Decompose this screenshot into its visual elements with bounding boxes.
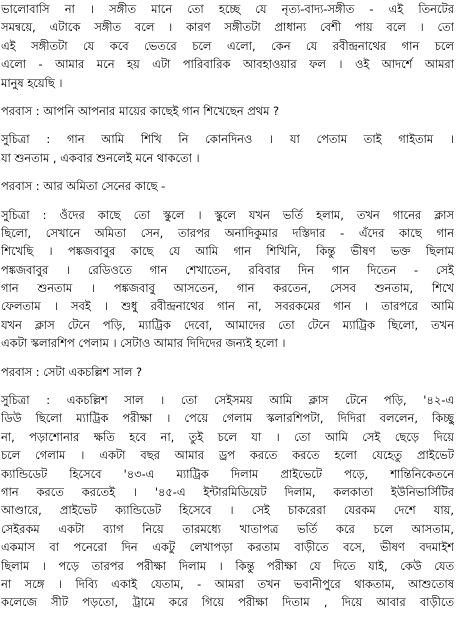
text-line: ছিলাম । পড়ে তারপর পরীক্ষা দিলাম । কিন্তু পরীক্ষা যে দিতে যাই, কেউ যেত bbox=[1, 558, 454, 573]
text-line: মানুষ হয়েছি । bbox=[1, 75, 63, 90]
text-line: পঙ্কজবাবুর । রেডিওতে গান শেখাতেন, রবিবার দিন গান দিতেন - সেই bbox=[1, 262, 454, 277]
text-line: শিখেছি । পঙ্কজবাবুর কাছে যে আমি গান শিখিনি, কিন্তু ভীষণ ভক্ত ছিলাম bbox=[1, 244, 454, 259]
text-line: এই সঙ্গীতটা যে কবে ভেতরে চলে এলো, কেন যে রবীন্দ্রনাথের গান চলে bbox=[1, 38, 454, 53]
text-line: গান শুনতাম । পঙ্কজবাবু আসতেন, গান করতেন, সেসব শুনতাম, শিখে bbox=[1, 281, 454, 296]
paragraph-gap bbox=[1, 167, 454, 177]
text-line: যখন ক্লাস টেনে পড়ি, ম্যাট্রিক দেবো, আমাদের তো টেনে ম্যাট্রিক ছিলো, তখন bbox=[1, 317, 454, 332]
paragraph bbox=[1, 0, 454, 92]
text-line: যা শুনতাম , একবার শুনলেই মনে থাকতো । bbox=[1, 150, 200, 165]
text-line: পরবাস : সেটা একচল্লিশ সাল ? bbox=[1, 364, 143, 379]
text-line: না, পড়াশোনার ক্ষতি হবে না, তুই চলে যা । তো আমি সেই ছেড়ে দিয়ে bbox=[1, 429, 454, 444]
text-line: চলে গেলাম । একটা বছর আমার ড্রপ করতে করতে হলো যেহেতু প্রাইভেট bbox=[1, 448, 454, 463]
interviewer-question bbox=[1, 363, 454, 381]
interviewee-answer bbox=[1, 391, 454, 612]
text-line: সমন্বয়ে, এটাকে সঙ্গীত বলে । কারণ সঙ্গীতটা প্রাধান্য বেশী পায় বলে । তো bbox=[1, 20, 454, 35]
text-line: একটা স্কলারশিপ পেলাম । সেটাও আমার দিদিদের জন্যই হলো । bbox=[1, 336, 286, 351]
text-line: পরবাস : আর অমিতা সেনের কাছে - bbox=[1, 179, 166, 194]
text-line: ডিউ ছিলো ম্যাট্রিক পরীক্ষা । পেয়ে গেলাম স্কলারশিপটা, দিদিরা বললেন, কিচ্ছু bbox=[1, 411, 454, 426]
text-line: গান করতে করতেই । '৪৫-এ ইন্টারমিডিয়েট দিলাম, কলকাতা ইউনিভার্সিটির bbox=[1, 484, 454, 499]
paragraph-gap bbox=[1, 353, 454, 363]
text-line: একমাস বা পনেরো দিন একটু লেখাপড়া করতাম বাড়ীতে বসে, ভীষণ বদমাইশ bbox=[1, 540, 454, 555]
paragraph-gap bbox=[1, 196, 454, 206]
text-line: সুচিত্রা : গান আমি শিখি নি কোনদিনও । যা পেতাম তাই গাইতাম । bbox=[1, 132, 454, 147]
text-line: পরবাস : আপনি আপনার মায়ের কাছেই গান শিখেছেন প্রথম ? bbox=[1, 103, 280, 118]
text-line: ভালোবাসি না । সঙ্গীত মানে তো হচ্ছে যে নৃত্য-বাদ্য-সঙ্গীত - এই তিনটের bbox=[1, 2, 454, 16]
interviewer-question bbox=[1, 177, 454, 195]
text-line: আণ্ডারে, প্রাইভেট ক্যান্ডিডেট হিসেবে । সেই চাকরেরা যেরকম দেশে যায়, bbox=[1, 503, 454, 518]
text-line: সুচিত্রা : ওঁদের কাছে তো স্কুলে । স্কুলে যখন ভর্তি হলাম, তখন গানের ক্লাস bbox=[1, 207, 454, 222]
text-line: সুচিত্রা : একচল্লিশ সাল । তো সেইসময় আমি ক্লাস টেনে পড়ি, '৪২-এ bbox=[1, 393, 454, 408]
text-line: ক্যান্ডিডেট হিসেবে '৪৩-এ ম্যাট্রিক দিলাম প্রাইভেটে পড়ে, শান্তিনিকেতনে bbox=[1, 466, 454, 481]
text-line: সেইরকম একটা ব্যাগ নিয়ে তারমধ্যে খাতাপত্র ভর্তি করে চলে আসতাম, bbox=[1, 521, 454, 536]
interviewee-answer bbox=[1, 206, 454, 353]
text-line: কলেজে সীট পড়তো, ট্রামে করে গিয়ে পরীক্ষা দিতাম , দিয়ে আবার বাড়ীতে bbox=[1, 595, 454, 610]
paragraph-gap bbox=[1, 92, 454, 102]
paragraph-gap bbox=[1, 120, 454, 130]
text-line: এলো - আমার মনে হয় এটা পারিবারিক আবহাওয়ার ফল । ওই আদর্শে আমরা bbox=[1, 57, 454, 72]
interviewer-question bbox=[1, 102, 454, 120]
text-line: ফেলতাম । সবই । শুধু রবীন্দ্রনাথের গান না, সবরকমের গান । তারপরে আমি bbox=[1, 299, 454, 314]
text-line: না সঙ্গে । দিব্যি একাই যেতাম, - আমরা তখন ভবানীপুরে থাকতাম, আশুতোষ bbox=[1, 576, 454, 591]
interviewee-answer bbox=[1, 130, 454, 167]
paragraph-gap bbox=[1, 381, 454, 391]
text-line: ছিলো, সেখানে অমিতা সেন, তারপর অনাদিকুমার দস্তিদার - এঁদের কাছে গান bbox=[1, 225, 454, 240]
